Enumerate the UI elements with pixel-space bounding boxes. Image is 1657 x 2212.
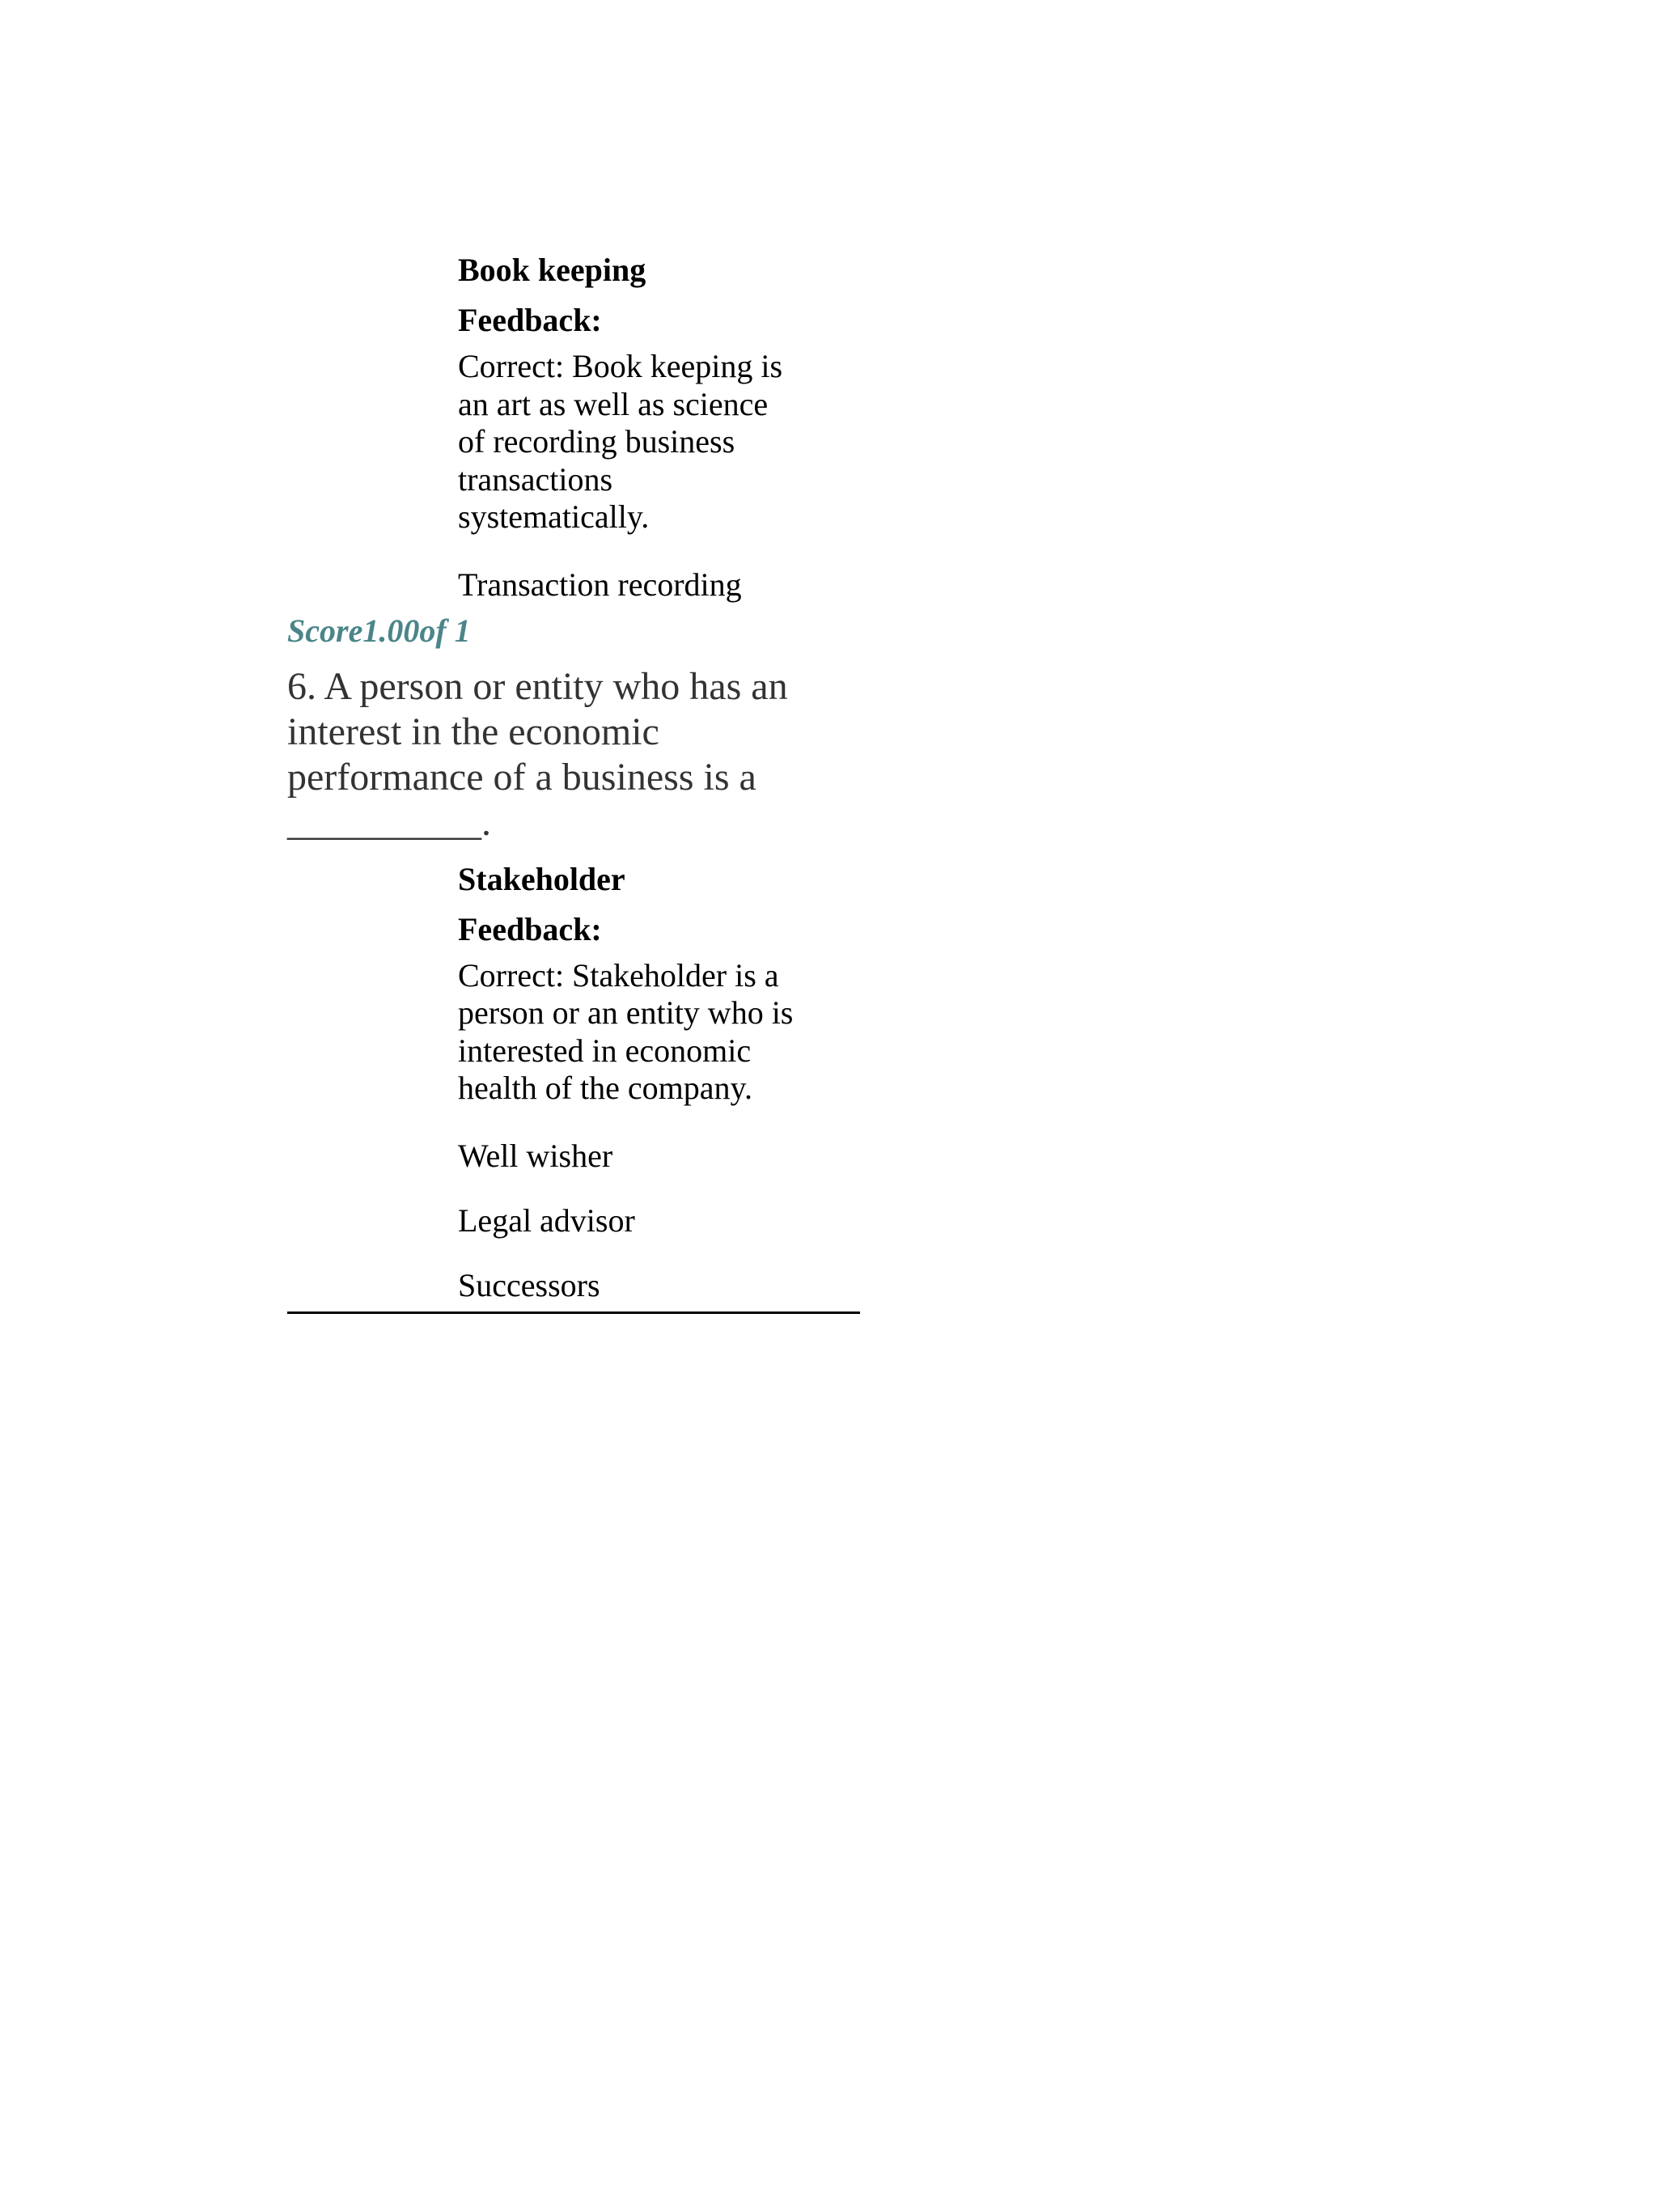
quiz-review-column (287, 243, 870, 1314)
feedback-label: Feedback: (458, 302, 602, 338)
previous-question-answers (458, 251, 798, 604)
option-legal-advisor: Legal advisor (458, 1201, 635, 1239)
option-well-wisher: Well wisher (458, 1137, 613, 1174)
question-text: 6. A person or entity who has an interest in the economic performance of a business is a __________. (287, 664, 788, 844)
feedback-label: Feedback: (458, 910, 602, 947)
correct-answer-book-keeping: Book keeping (458, 252, 646, 288)
correct-answer-stakeholder: Stakeholder (458, 860, 625, 897)
feedback-text: Correct: Stakeholder is a person or an entity who is interested in economic health of the company. (458, 956, 794, 1106)
option-transaction-recording: Transaction recording (458, 566, 742, 603)
option-successors: Successors (458, 1266, 600, 1303)
section-divider (287, 1312, 860, 1314)
question-score: Score1.00of 1 (287, 612, 471, 649)
question-6-answers (458, 860, 798, 1305)
feedback-text: Correct: Book keeping is an art as well as science of recording business transactions systematically. (458, 348, 783, 535)
